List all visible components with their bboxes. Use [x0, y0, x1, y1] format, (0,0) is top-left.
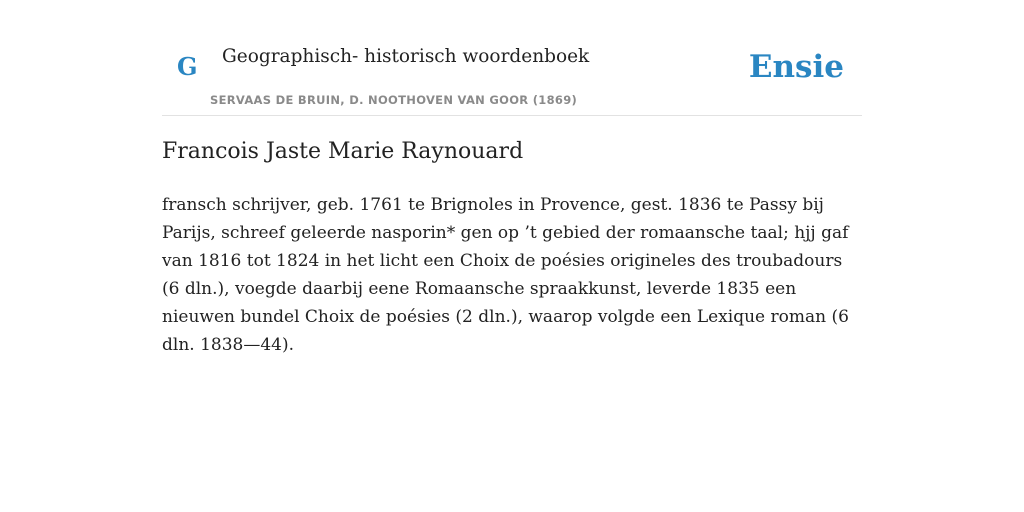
book-authors: SERVAAS DE BRUIN, D. NOOTHOVEN VAN GOOR (1869) [210, 93, 578, 107]
book-letter-icon[interactable]: G [177, 52, 198, 81]
entry-title: Francois Jaste Marie Raynouard [162, 139, 524, 164]
ensie-logo[interactable]: Ensie [748, 49, 844, 85]
entry-body: fransch schrijver, geb. 1761 te Brignoles in Provence, gest. 1836 te Passy bij Parijs, schreef geleerde nasporin* gen op ’t gebied der romaansche taal; hjj gaf van 1816 tot 1824 in het licht een Choix de poésies origineles des troubadours (6 dln.), voegde daarbij eene Romaansche spraakkunst, leverde 1835 een nieuwen bundel Choix de poésies (2 dln.), waarop volgde een Lexique roman (6 dln. 1838—44). [162, 195, 849, 355]
book-header [162, 0, 862, 116]
book-title-link[interactable]: Geographisch- historisch woordenboek [222, 46, 590, 67]
